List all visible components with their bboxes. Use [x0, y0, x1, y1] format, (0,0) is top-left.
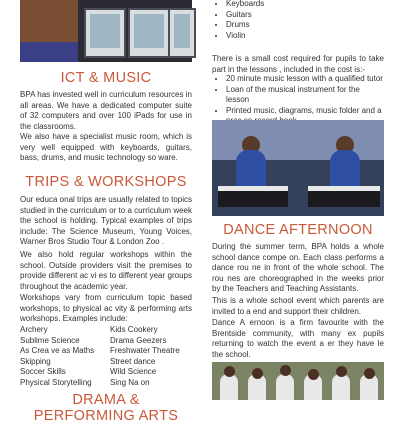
keyboard-instrument: [218, 186, 288, 207]
dance-paragraph-1: During the summer term, BPA holds a whole school dance compe on. Each class performs a dance rou ne in front of the whole school. The rou nes are choreographed in the weeks prior by the Teachers and Teaching Assistants.: [212, 242, 384, 293]
pupil-shirt: [20, 42, 78, 62]
workshop-item: Drama Geezers: [110, 335, 167, 345]
instrument-item: • Keyboards: [226, 0, 264, 10]
workshop-item: As Crea ve as Maths: [20, 346, 95, 355]
dance-paragraph-3: Dance A ernoon is a firm favourite with the Brentside community, with many ex pupils returning to watch the event a er they have le the school.: [212, 318, 384, 359]
dance-paragraph-2: This is a whole school event which parents are invited to a end and support their children.: [212, 296, 384, 316]
workshop-item: Wild Science: [110, 367, 157, 376]
cost-items-list: [212, 74, 384, 127]
trips-workshops-heading: TRIPS & WORKSHOPS: [25, 174, 187, 190]
cost-item: • 20 minute music lesson with a qualified tutor: [226, 74, 384, 85]
keyboard-instrument: [308, 186, 380, 207]
instruments-list: [212, 0, 264, 41]
right-column: [212, 0, 397, 400]
cost-item: • Printed music, diagrams, music folder and a: [226, 106, 384, 127]
trips-paragraph-2: We also hold regular workshops within the school. Outside providers visit the premises to provide different ac vi es to different year groups throughout the academic year.: [20, 250, 192, 291]
computer-monitor: [128, 8, 170, 58]
workshop-item: Archery: [20, 325, 48, 334]
computer-monitor: [168, 8, 196, 58]
instrument-item: • Drums: [226, 20, 264, 31]
workshops-column-1: [20, 325, 94, 388]
trips-paragraph-1: Our educa onal trips are usually related to topics studied in the curriculum or to a curriculum week the school is holding. Typical examples of trips include: The Science Museum, Young Voices, Warner Bros Studio Tour & London Zoo .: [20, 195, 192, 246]
dance-afternoon-heading: DANCE AFTERNOON: [223, 222, 373, 238]
workshop-item: Physical Storytelling: [20, 377, 92, 387]
workshop-item: Sublime Science: [20, 335, 80, 345]
workshop-item: Street dance: [110, 356, 156, 366]
workshop-item: Skipping: [20, 356, 51, 366]
workshop-item: Freshwater Theatre: [110, 346, 180, 355]
cost-item: • Loan of the musical instrument for the lesson: [226, 85, 384, 106]
ict-music-heading: ICT & MUSIC: [60, 70, 152, 86]
cost-paragraph: There is a small cost required for pupils to take part in the lessons , included in the cost is:-: [212, 54, 384, 74]
ict-paragraph-1: BPA has invested well in curriculum resources in all areas. We have a dedicated computer suite of 32 computers and over 100 iPads for use in the classrooms.: [20, 90, 192, 131]
instrument-item: • Guitars: [226, 10, 264, 21]
computer-monitor: [84, 8, 126, 58]
trips-paragraph-3: Workshops vary from curriculum topic based workshops, to physical ac vity & performing arts workshops. Examples include:: [20, 293, 192, 323]
workshops-column-2: [110, 325, 180, 388]
dance-crowd-photo: [212, 362, 384, 400]
dance-photo: [212, 120, 384, 216]
ict-suite-photo: [20, 0, 192, 62]
left-column: [20, 0, 205, 424]
workshop-item: Soccer Skills: [20, 367, 66, 376]
instrument-item: • Violin: [226, 31, 264, 42]
workshop-item: Kids Cookery: [110, 325, 158, 334]
drama-heading: DRAMA & PERFORMING ARTS: [33, 392, 179, 424]
ict-paragraph-2: We also have a specialist music room, which is very well equipped with keyboards, guitars, bass, drums, and music technology so ware.: [20, 132, 192, 162]
workshop-item: Sing Na on: [110, 377, 150, 387]
